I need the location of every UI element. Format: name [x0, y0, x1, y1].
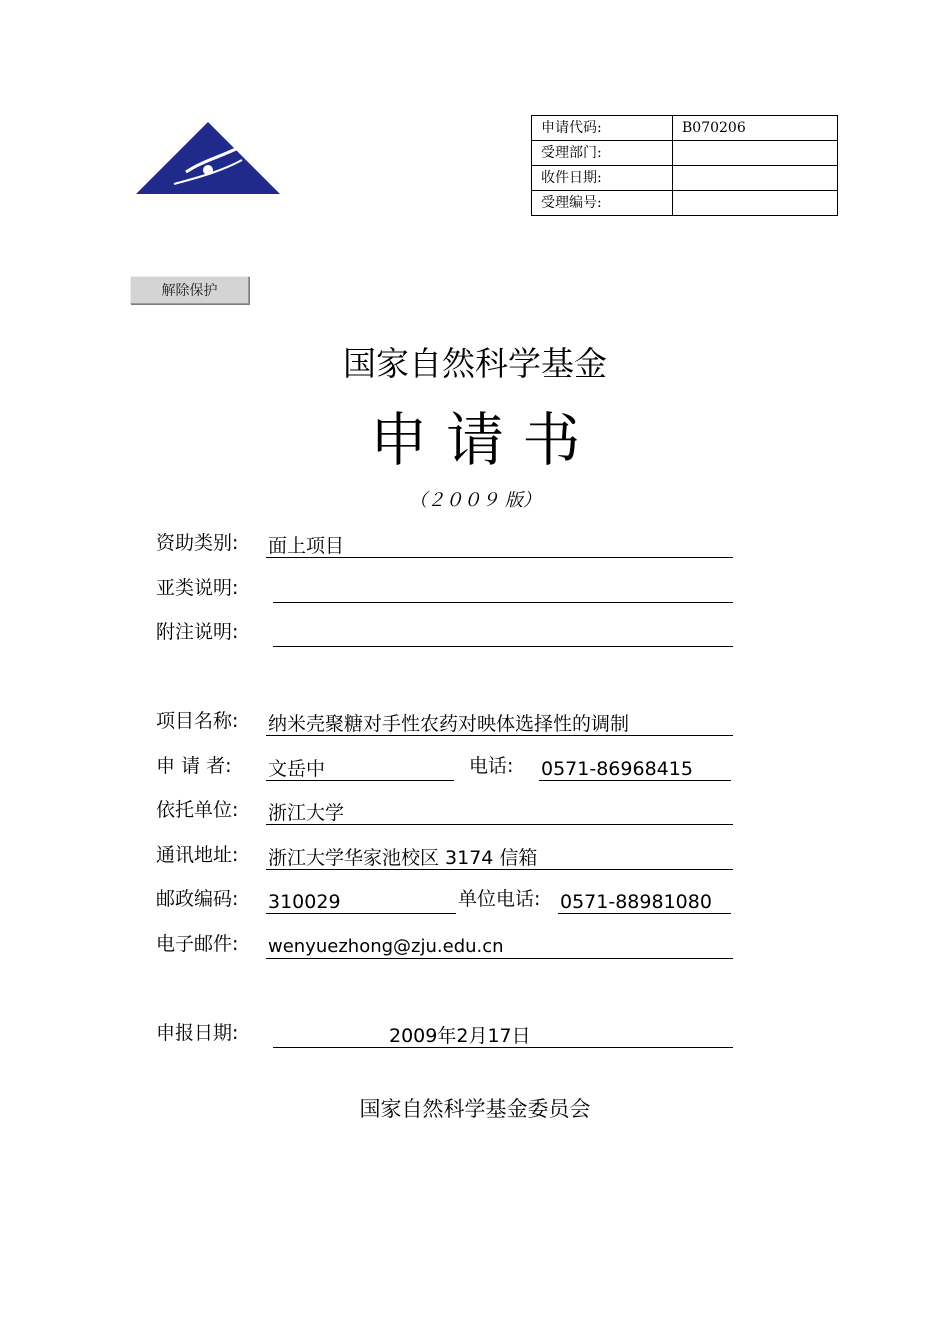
- receipt-number-value: [673, 191, 838, 216]
- application-code-table: [531, 115, 838, 216]
- edition-label: （２００９ 版）: [409, 490, 541, 511]
- subclass-field[interactable]: [273, 579, 733, 603]
- applicant-field[interactable]: 文岳中: [266, 757, 454, 781]
- applicant-label: 申 请 者:: [156, 755, 232, 777]
- address-label: 通讯地址:: [156, 844, 239, 866]
- subclass-label: 亚类说明:: [156, 577, 239, 599]
- funding-type-field[interactable]: 面上项目: [266, 534, 733, 558]
- department-label: 受理部门:: [532, 141, 673, 166]
- table-row: [532, 191, 838, 216]
- department-value: [673, 141, 838, 166]
- project-name-field[interactable]: 纳米壳聚糖对手性农药对映体选择性的调制: [266, 712, 733, 736]
- receipt-number-label: 受理编号:: [532, 191, 673, 216]
- table-row: [532, 141, 838, 166]
- receipt-date-value: [673, 166, 838, 191]
- receipt-date-label: 收件日期:: [532, 166, 673, 191]
- footer-organization: 国家自然科学基金委员会: [359, 1097, 591, 1121]
- email-label: 电子邮件:: [156, 933, 239, 955]
- date-label: 申报日期:: [156, 1022, 239, 1044]
- code-value: B070206: [673, 116, 838, 141]
- institution-field[interactable]: 浙江大学: [266, 801, 733, 825]
- institution-label: 依托单位:: [156, 799, 239, 821]
- date-field[interactable]: 2009年2月17日: [273, 1024, 733, 1048]
- unit-phone-field[interactable]: 0571-88981080: [558, 890, 731, 914]
- postcode-field[interactable]: 310029: [266, 890, 456, 914]
- note-field[interactable]: [273, 623, 733, 647]
- funding-type-label: 资助类别:: [156, 532, 239, 554]
- phone-field[interactable]: 0571-86968415: [539, 757, 731, 781]
- project-name-label: 项目名称:: [156, 710, 239, 732]
- unit-phone-label: 单位电话:: [458, 888, 541, 910]
- nsfc-logo: [134, 120, 282, 196]
- note-label: 附注说明:: [156, 621, 239, 643]
- table-row: [532, 116, 838, 141]
- code-label: 申请代码:: [532, 116, 673, 141]
- document-title: 申 请 书: [369, 406, 581, 474]
- address-field[interactable]: 浙江大学华家池校区 3174 信箱: [266, 846, 733, 870]
- phone-label: 电话:: [469, 755, 514, 777]
- postcode-label: 邮政编码:: [156, 888, 239, 910]
- table-row: [532, 166, 838, 191]
- email-field[interactable]: wenyuezhong@zju.edu.cn: [266, 935, 733, 959]
- page-title: 国家自然科学基金: [343, 344, 607, 383]
- unprotect-button[interactable]: 解除保护: [130, 276, 249, 304]
